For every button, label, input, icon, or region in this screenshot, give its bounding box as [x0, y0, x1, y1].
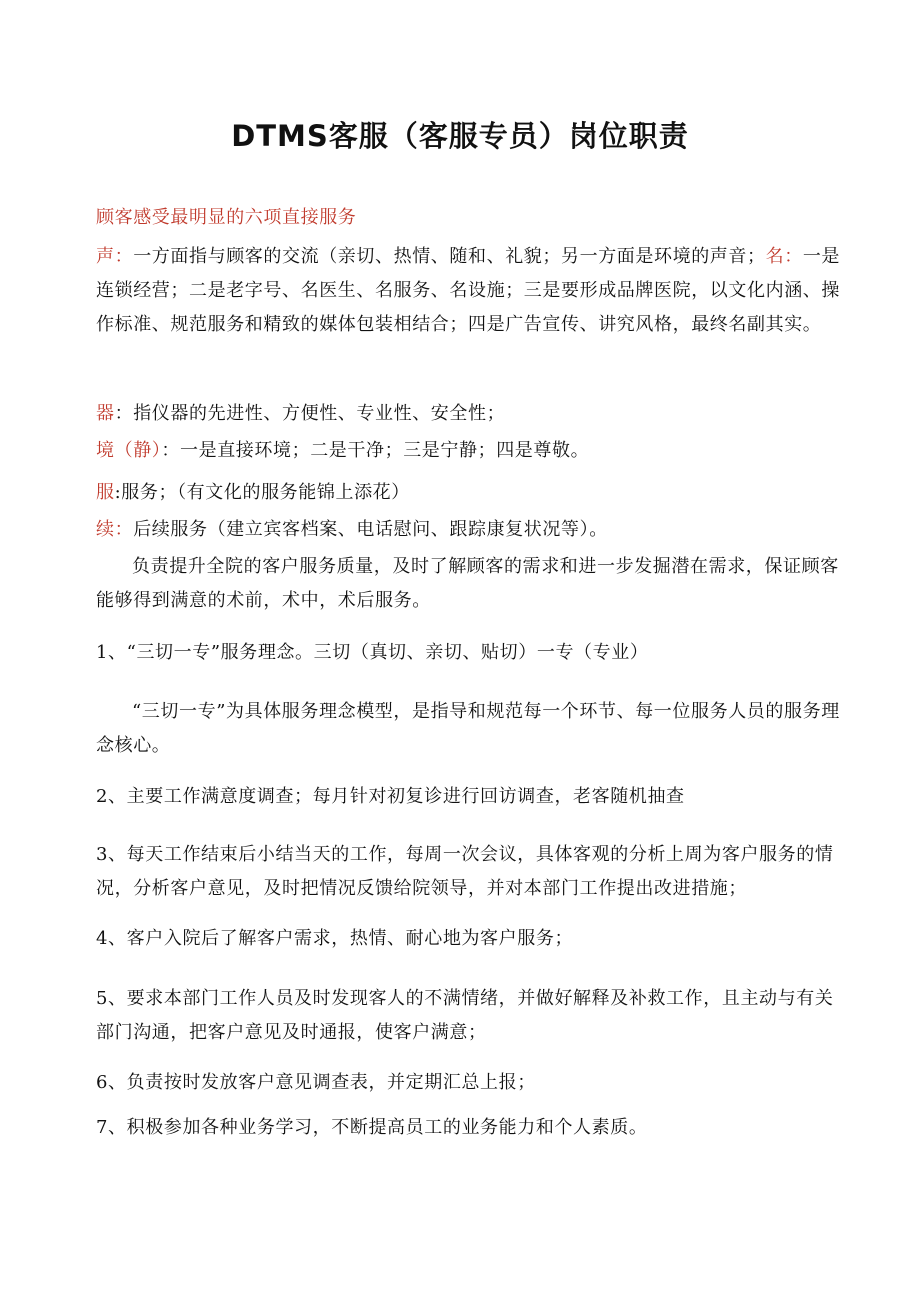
jing-text: ：一是直接环境；二是干净；三是宁静；四是尊敬。 — [161, 440, 590, 461]
sheng-text: 一方面指与顾客的交流（亲切、热情、随和、礼貌；另一方面是环境的声音； — [133, 246, 766, 267]
qi-label: 器 — [96, 403, 115, 424]
duty-5: 5、要求本部门工作人员及时发现客人的不满情绪，并做好解释及补救工作，且主动与有关部门沟通，把客户意见及时通报，使客户满意； — [96, 988, 834, 1043]
ming-text: 一是连锁经营；二是老字号、名医生、名服务、名设施；三是要形成品牌医院，以文化内涵、操作标准、规范服务和精致的媒体包装相结合；四是广告宣传、讲究风格，最终名副其实。 — [96, 246, 841, 335]
fu-text: :服务；（有文化的服务能锦上添花） — [114, 482, 410, 503]
duty-7: 7、积极参加各种业务学习，不断提高员工的业务能力和个人素质。 — [96, 1117, 648, 1138]
duty-2: 2、主要工作满意度调查；每月针对初复诊进行回访调查，老客随机抽查 — [96, 786, 685, 807]
xu-text: 后续服务（建立宾客档案、电话慰问、跟踪康复状况等）。 — [133, 519, 608, 540]
duty-1: 1、“三切一专”服务理念。三切（真切、亲切、贴切）一专（专业） — [96, 642, 649, 663]
qi-paragraph — [96, 397, 852, 431]
fu-label: 服 — [96, 482, 115, 503]
fu-paragraph — [96, 476, 852, 510]
jing-paragraph — [96, 434, 852, 468]
sheng-label: 声： — [96, 246, 134, 267]
xu-paragraph — [96, 513, 852, 547]
jing-label: 境（静） — [96, 440, 162, 461]
duty-1-note: “三切一专”为具体服务理念模型，是指导和规范每一个环节、每一位服务人员的服务理念核心。 — [96, 701, 840, 756]
duty-4: 4、客户入院后了解客户需求，热情、耐心地为客户服务； — [96, 928, 574, 949]
intro-paragraph: 负责提升全院的客户服务质量，及时了解顾客的需求和进一步发掘潜在需求，保证顾客能够得到满意的术前，术中，术后服务。 — [96, 556, 839, 611]
ming-label: 名： — [765, 246, 803, 267]
six-services-heading: 顾客感受最明显的六项直接服务 — [96, 207, 357, 228]
sheng-ming-paragraph — [96, 240, 852, 342]
qi-text: ：指仪器的先进性、方便性、专业性、安全性； — [114, 403, 506, 424]
duty-6: 6、负责按时发放客户意见调查表，并定期汇总上报； — [96, 1072, 536, 1093]
duty-3: 3、每天工作结束后小结当天的工作，每周一次会议，具体客观的分析上周为客户服务的情况，分析客户意见，及时把情况反馈给院领导，并对本部门工作提出改进措施； — [96, 844, 834, 899]
page-title: DTMS客服（客服专员）岗位职责 — [231, 119, 689, 153]
xu-label: 续： — [96, 519, 134, 540]
